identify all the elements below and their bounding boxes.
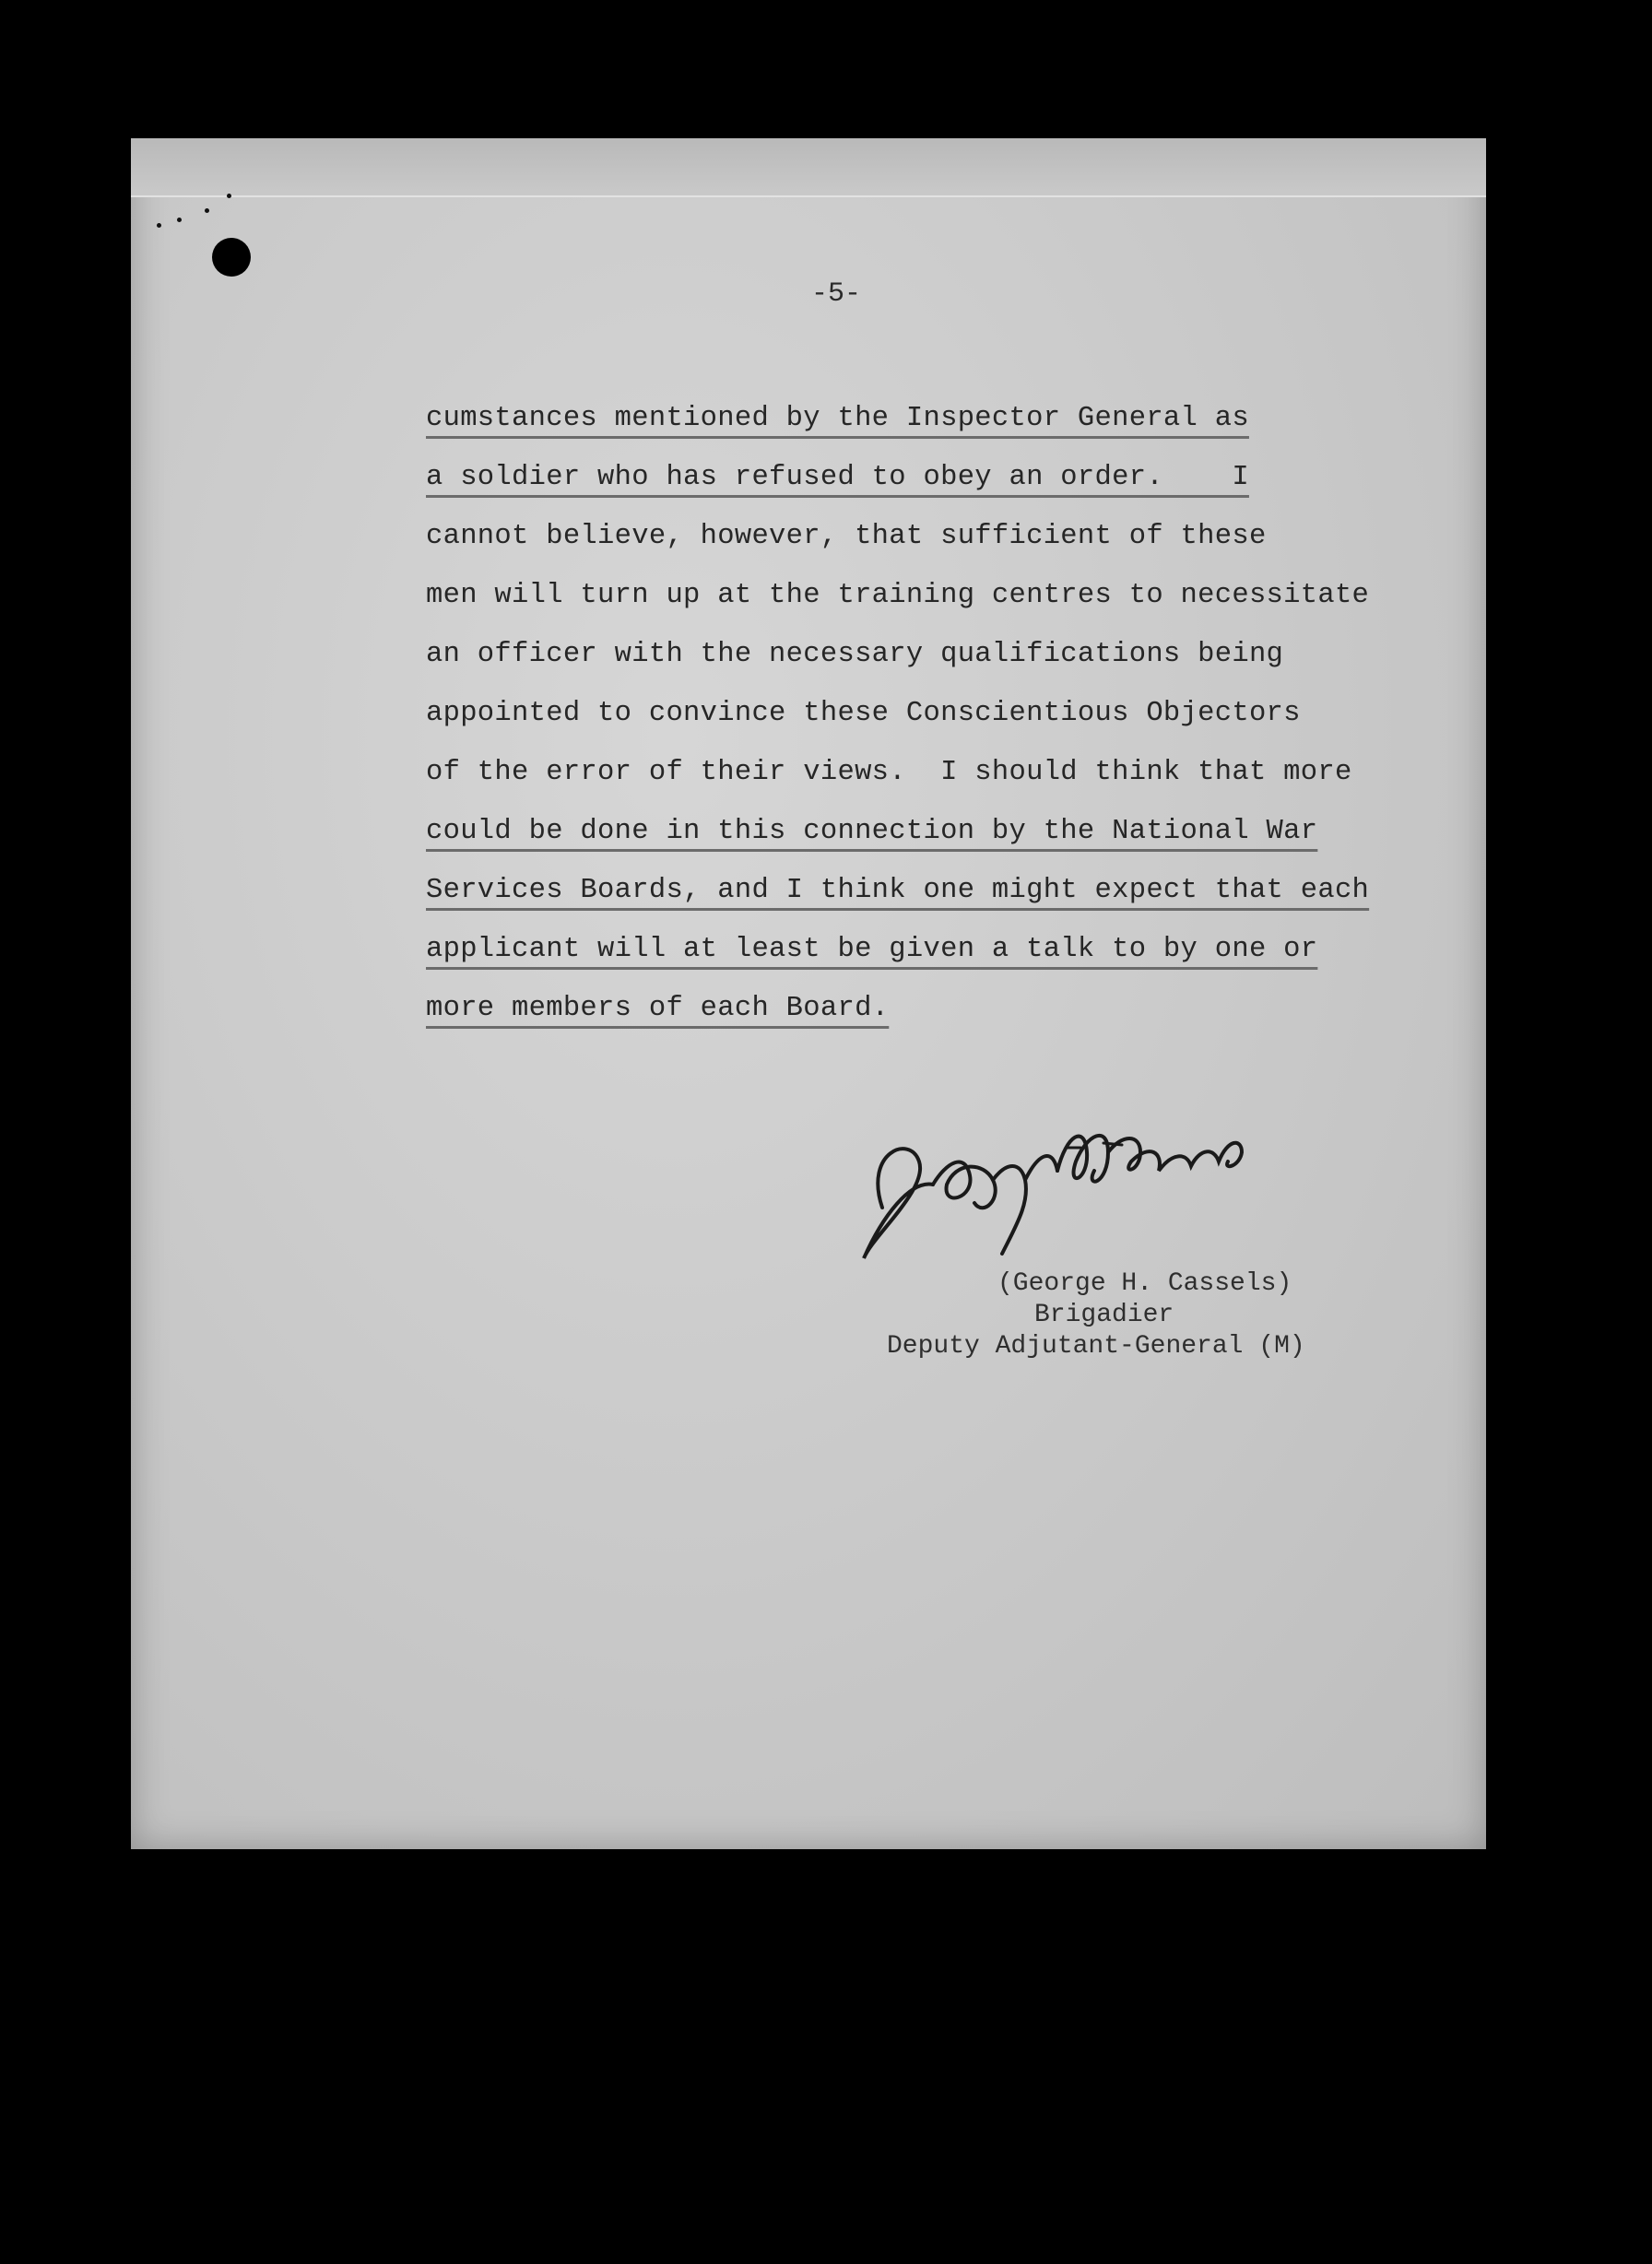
handwritten-signature bbox=[845, 1097, 1279, 1272]
page-number: -5- bbox=[810, 278, 861, 310]
body-line: appointed to convince these Conscientious Objectors bbox=[426, 698, 1301, 729]
ink-speck bbox=[227, 194, 231, 198]
body-line: applicant will at least be given a talk to by one or bbox=[426, 934, 1318, 965]
body-line: cannot believe, however, that sufficient of these bbox=[426, 521, 1267, 552]
body-line: could be done in this connection by the National War bbox=[426, 816, 1318, 847]
punch-hole bbox=[212, 238, 251, 277]
signature-block bbox=[887, 1268, 1403, 1362]
body-line: Services Boards, and I think one might expect that each bbox=[426, 875, 1370, 906]
document-page bbox=[131, 138, 1486, 1849]
body-text bbox=[426, 389, 1375, 1038]
body-line: men will turn up at the training centres to necessitate bbox=[426, 580, 1370, 611]
body-line: an officer with the necessary qualifications being bbox=[426, 639, 1284, 670]
ink-speck bbox=[205, 208, 209, 213]
ink-speck bbox=[157, 223, 161, 228]
signatory-title: Deputy Adjutant-General (M) bbox=[887, 1332, 1305, 1361]
body-line: a soldier who has refused to obey an order. I bbox=[426, 462, 1249, 493]
body-line: of the error of their views. I should think that more bbox=[426, 757, 1352, 788]
signatory-name: (George H. Cassels) bbox=[997, 1269, 1292, 1298]
body-line: cumstances mentioned by the Inspector General as bbox=[426, 403, 1249, 434]
body-line: more members of each Board. bbox=[426, 993, 890, 1024]
signatory-rank: Brigadier bbox=[1034, 1301, 1174, 1329]
page-top-edge bbox=[131, 138, 1486, 197]
ink-speck bbox=[177, 218, 182, 222]
